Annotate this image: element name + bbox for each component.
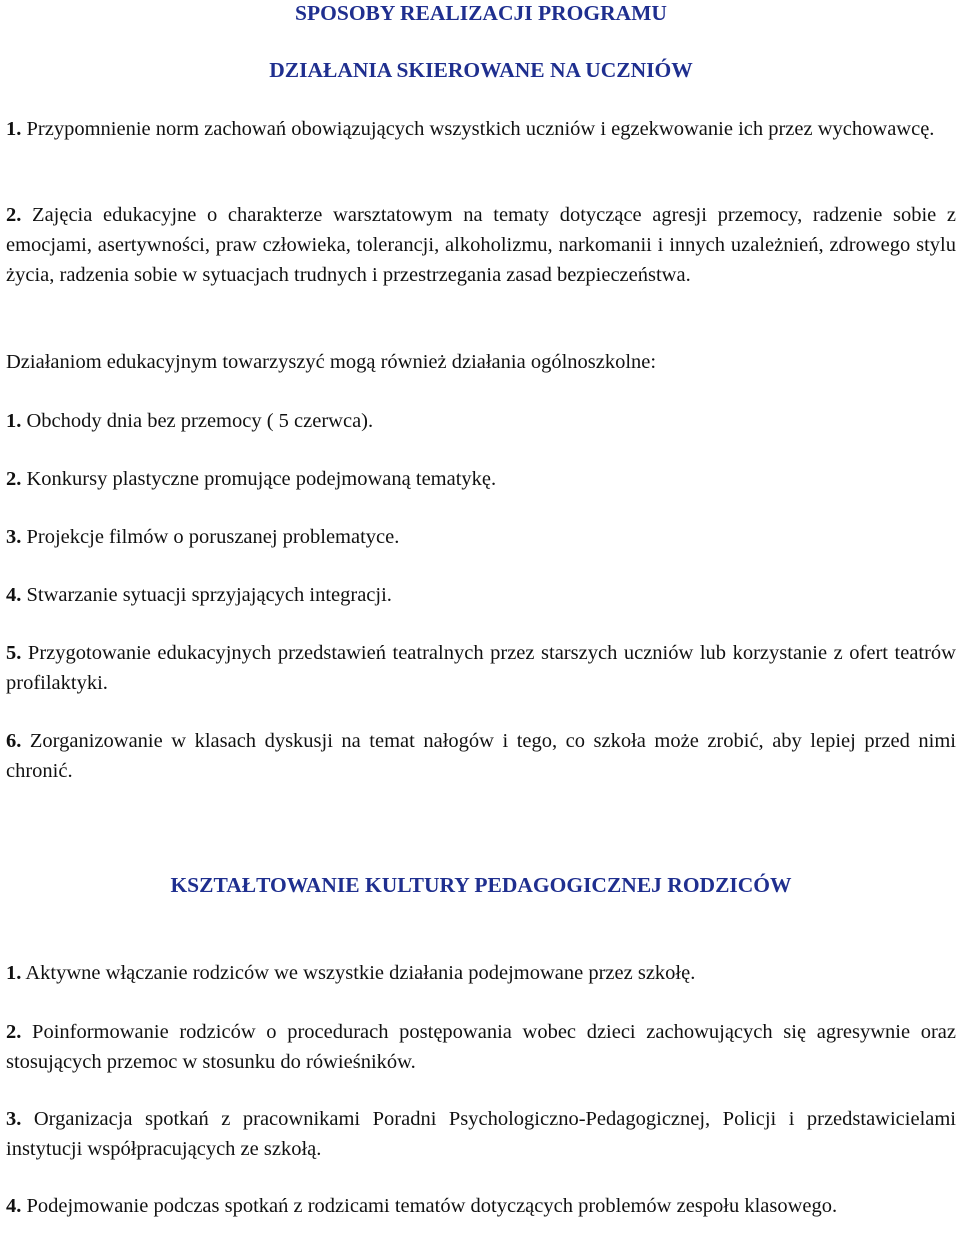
- list-item: [6, 958, 956, 988]
- item-text: Aktywne włączanie rodziców we wszystkie działania podejmowane przez szkołę.: [25, 962, 696, 984]
- item-number: 3.: [6, 1108, 22, 1130]
- item-number: 2.: [6, 204, 22, 226]
- document-title: SPOSOBY REALIZACJI PROGRAMU: [295, 1, 667, 25]
- list-item: [6, 726, 956, 786]
- item-number: 1.: [6, 410, 22, 432]
- list-item: [6, 638, 956, 698]
- item-text: Podejmowanie podczas spotkań z rodzicami tematów dotyczących problemów zespołu klasowego.: [26, 1195, 838, 1217]
- list-item: [6, 1017, 956, 1077]
- item-number: 5.: [6, 642, 22, 664]
- list-item: [6, 522, 956, 552]
- item-number: 2.: [6, 468, 22, 490]
- item-text: Zajęcia edukacyjne o charakterze warsztatowym na tematy dotyczące agresji przemocy, radzenie sobie z emocjami, asertywności, praw człowieka, tolerancji, alkoholizmu, narkomanii i innych uzależnień, zdrowego stylu życia, radzenia sobie w sytuacjach trudnych i przestrzegania zasad bezpieczeństwa.: [6, 204, 957, 286]
- item-number: 4.: [6, 1195, 22, 1217]
- section-heading-students: DZIAŁANIA SKIEROWANE NA UCZNIÓW: [269, 58, 693, 82]
- item-number: 1.: [6, 118, 22, 140]
- list-item: [6, 464, 956, 494]
- item-number: 2.: [6, 1021, 22, 1043]
- item-text: Zorganizowanie w klasach dyskusji na temat nałogów i tego, co szkoła może zrobić, aby lepiej przed nimi chronić.: [6, 730, 956, 782]
- list-item: [6, 114, 956, 144]
- item-text: Poinformowanie rodziców o procedurach postępowania wobec dzieci zachowujących się agresywnie oraz stosujących przemoc w stosunku do rówieśników.: [6, 1021, 957, 1073]
- item-number: 1.: [6, 962, 22, 984]
- item-text: Przygotowanie edukacyjnych przedstawień teatralnych przez starszych uczniów lub korzystanie z ofert teatrów profilaktyki.: [6, 642, 956, 694]
- item-number: 6.: [6, 730, 22, 752]
- item-number: 4.: [6, 584, 22, 606]
- item-text: Organizacja spotkań z pracownikami Poradni Psychologiczno-Pedagogicznej, Policji i przedstawicielami instytucji współpracujących ze szkołą.: [6, 1108, 957, 1160]
- list-item: [6, 200, 956, 290]
- list-item: [6, 1104, 956, 1164]
- list-item: [6, 406, 956, 436]
- item-text: Konkursy plastyczne promujące podejmowaną tematykę.: [26, 468, 497, 490]
- item-number: 3.: [6, 526, 22, 548]
- list-item: [6, 1191, 956, 1221]
- list-item: [6, 580, 956, 610]
- item-text: Obchody dnia bez przemocy ( 5 czerwca).: [26, 410, 374, 432]
- item-text: Projekcje filmów o poruszanej problematyce.: [26, 526, 400, 548]
- intro-text: Działaniom edukacyjnym towarzyszyć mogą również działania ogólnoszkolne:: [6, 351, 657, 373]
- item-text: Przypomnienie norm zachowań obowiązujących wszystkich uczniów i egzekwowanie ich przez wychowawcę.: [26, 118, 935, 140]
- section-heading-parents: KSZTAŁTOWANIE KULTURY PEDAGOGICZNEJ RODZICÓW: [170, 873, 792, 897]
- item-text: Stwarzanie sytuacji sprzyjających integracji.: [26, 584, 392, 606]
